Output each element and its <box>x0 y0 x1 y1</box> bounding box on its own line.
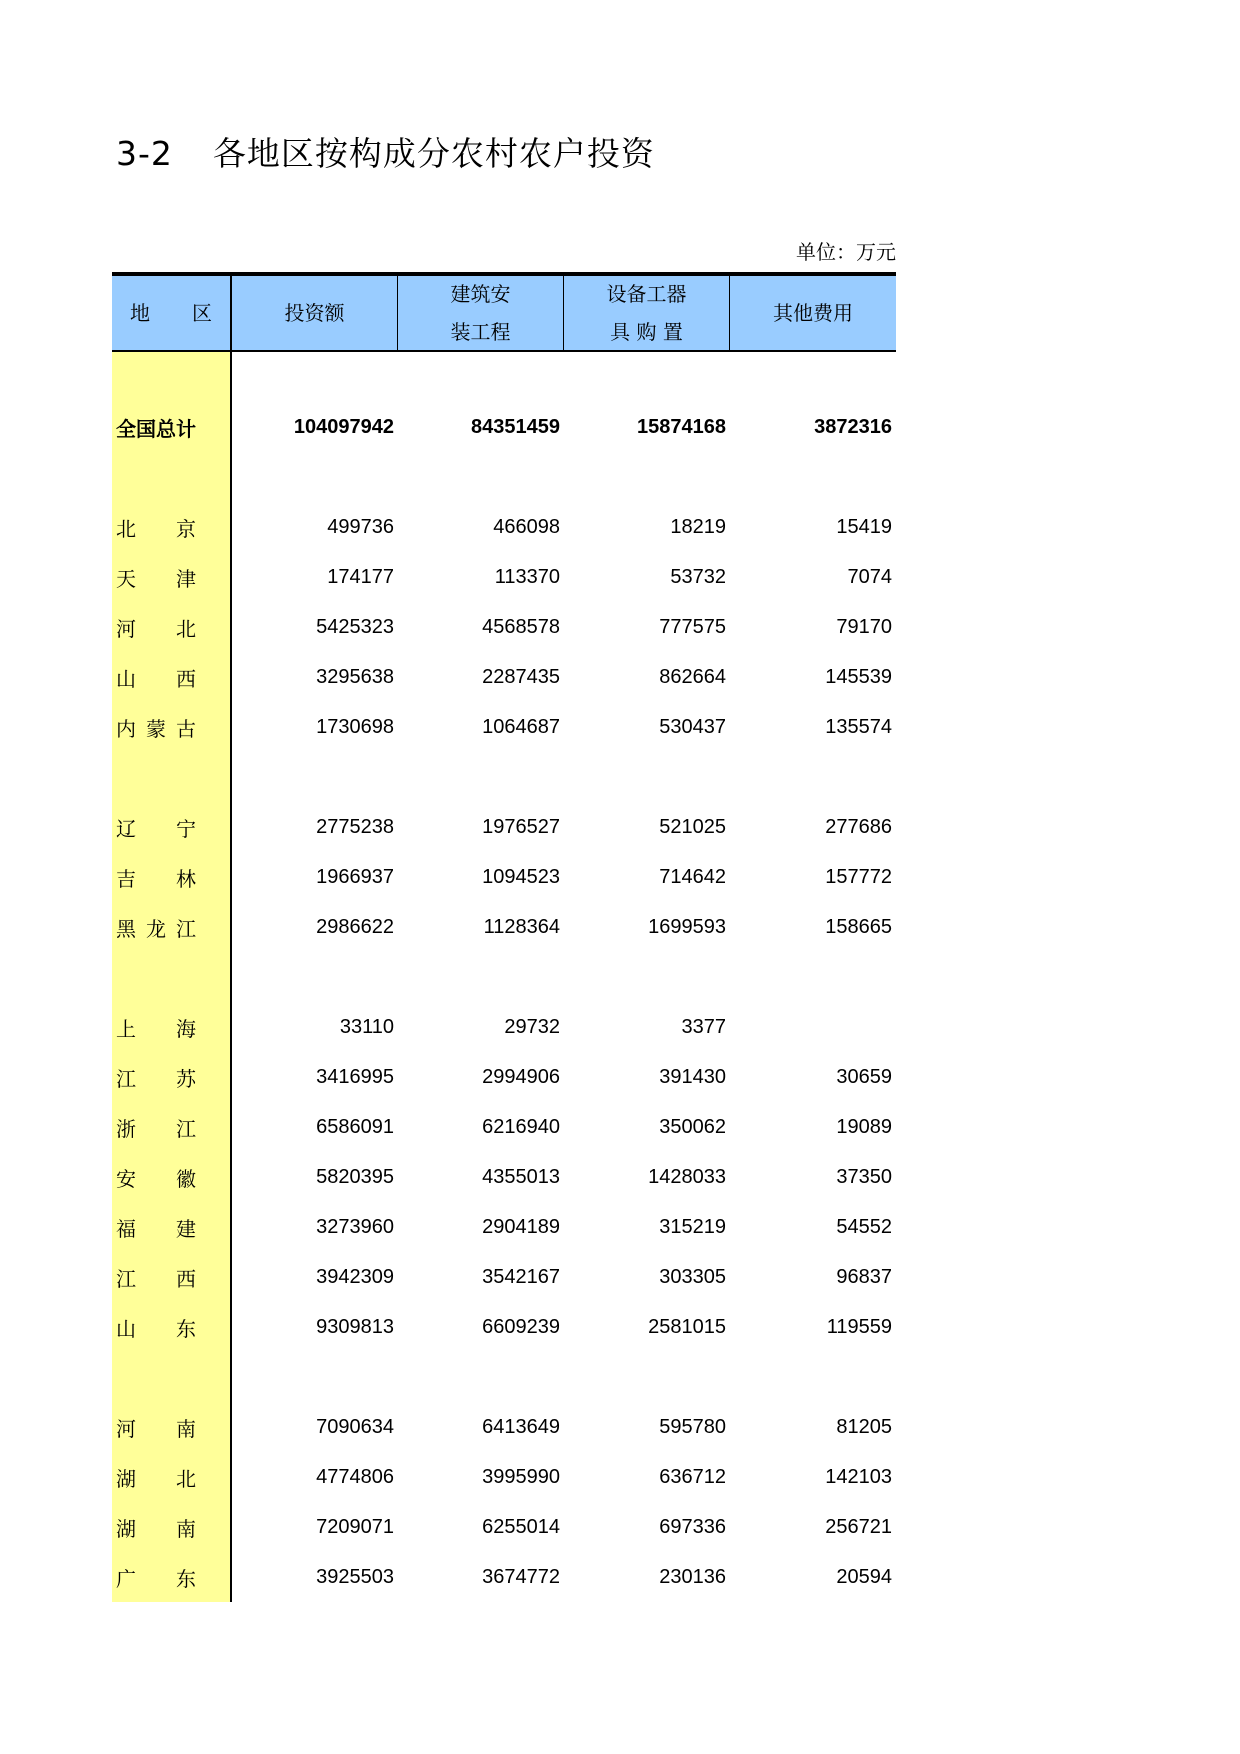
table-body <box>112 352 896 1602</box>
region-cell <box>112 1513 232 1542</box>
investment-cell: 3273960 <box>316 1215 394 1238</box>
construction-cell: 1094523 <box>482 865 560 888</box>
equipment-cell: 15874168 <box>637 415 726 438</box>
region-name <box>116 513 196 542</box>
construction-cell: 84351459 <box>471 415 560 438</box>
region-char: 福 <box>116 1216 136 1241</box>
equipment-cell: 303305 <box>659 1265 726 1288</box>
header-equipment <box>564 276 730 350</box>
region-char: 山 <box>116 1316 136 1341</box>
region-char: 西 <box>176 666 196 691</box>
region-name <box>116 1163 196 1192</box>
region-char: 北 <box>176 616 196 641</box>
region-char: 天 <box>116 566 136 591</box>
spacer-row <box>112 1352 896 1402</box>
region-name <box>116 1263 196 1292</box>
region-cell <box>112 1063 232 1092</box>
region-name <box>116 1563 196 1592</box>
header-region <box>112 276 232 350</box>
region-cell <box>112 863 232 892</box>
table-number: 3-2 <box>116 134 173 173</box>
region-char: 江 <box>176 916 196 941</box>
investment-cell: 499736 <box>327 515 394 538</box>
region-char: 龙 <box>146 916 166 941</box>
other-cell: 7074 <box>847 565 892 588</box>
other-cell: 37350 <box>836 1165 892 1188</box>
table-header <box>112 272 896 352</box>
region-cell <box>112 413 232 442</box>
region-char: 蒙 <box>146 716 166 741</box>
equipment-cell: 18219 <box>670 515 726 538</box>
construction-cell: 2904189 <box>482 1215 560 1238</box>
spacer-row <box>112 752 896 802</box>
other-cell: 158665 <box>825 915 892 938</box>
header-line: 投资额 <box>284 301 345 325</box>
construction-cell: 1128364 <box>483 915 560 938</box>
investment-cell: 1966937 <box>316 865 394 888</box>
header-other <box>730 276 896 350</box>
equipment-cell: 3377 <box>681 1015 726 1038</box>
region-char: 辽 <box>116 816 136 841</box>
region-char: 苏 <box>176 1066 196 1091</box>
construction-cell: 4568578 <box>482 615 560 638</box>
investment-table <box>112 272 896 1602</box>
region-char: 江 <box>116 1266 136 1291</box>
construction-cell: 6216940 <box>482 1115 560 1138</box>
region-char: 江 <box>176 1116 196 1141</box>
region-cell <box>112 513 232 542</box>
table-row <box>112 1552 896 1602</box>
other-cell: 277686 <box>825 815 892 838</box>
spacer-row <box>112 452 896 502</box>
region-char: 河 <box>116 1416 136 1441</box>
construction-cell: 6609239 <box>482 1315 560 1338</box>
unit-label: 单位：万元 <box>796 240 896 264</box>
investment-cell: 5820395 <box>316 1165 394 1188</box>
region-char: 古 <box>176 716 196 741</box>
region-cell <box>112 813 232 842</box>
construction-cell: 4355013 <box>482 1165 560 1188</box>
other-cell: 81205 <box>836 1415 892 1438</box>
construction-cell: 1064687 <box>482 715 560 738</box>
region-name <box>116 913 196 942</box>
region-char: 南 <box>176 1416 196 1441</box>
region-cell <box>112 663 232 692</box>
region-char: 湖 <box>116 1516 136 1541</box>
equipment-cell: 1699593 <box>648 915 726 938</box>
investment-cell: 3416995 <box>316 1065 394 1088</box>
construction-cell: 466098 <box>493 515 560 538</box>
table-row <box>112 1252 896 1302</box>
region-char: 浙 <box>116 1116 136 1141</box>
investment-cell: 104097942 <box>293 415 394 438</box>
construction-cell: 29732 <box>504 1015 560 1038</box>
region-char: 京 <box>176 516 196 541</box>
header-line: 建筑安 <box>450 282 511 306</box>
equipment-cell: 636712 <box>659 1465 726 1488</box>
header-region-char: 区 <box>192 301 212 325</box>
page-title <box>116 128 655 175</box>
total-row <box>112 402 896 452</box>
region-cell <box>112 713 232 742</box>
spacer-row <box>112 352 896 402</box>
table-row <box>112 852 896 902</box>
region-char: 上 <box>116 1016 136 1041</box>
region-char: 广 <box>116 1566 136 1591</box>
region-char: 津 <box>176 566 196 591</box>
investment-cell: 2775238 <box>316 815 394 838</box>
other-cell: 3872316 <box>814 415 892 438</box>
investment-cell: 2986622 <box>316 915 394 938</box>
region-char: 河 <box>116 616 136 641</box>
construction-cell: 113370 <box>494 565 560 588</box>
investment-cell: 3925503 <box>316 1565 394 1588</box>
header-investment <box>232 276 398 350</box>
region-cell <box>112 1563 232 1592</box>
region-name <box>116 1013 196 1042</box>
equipment-cell: 2581015 <box>648 1315 726 1338</box>
equipment-cell: 530437 <box>659 715 726 738</box>
table-title: 各地区按构成分农村农户投资 <box>212 134 655 173</box>
region-name <box>116 1463 196 1492</box>
region-cell <box>112 1013 232 1042</box>
region-cell <box>112 1213 232 1242</box>
header-line: 其他费用 <box>773 301 853 325</box>
region-char: 海 <box>176 1016 196 1041</box>
equipment-cell: 521025 <box>659 815 726 838</box>
investment-cell: 1730698 <box>316 715 394 738</box>
construction-cell: 6255014 <box>482 1515 560 1538</box>
other-cell: 96837 <box>836 1265 892 1288</box>
other-cell: 119559 <box>826 1315 892 1338</box>
investment-cell: 5425323 <box>316 615 394 638</box>
region-name <box>116 613 196 642</box>
equipment-cell: 350062 <box>659 1115 726 1138</box>
other-cell: 20594 <box>836 1565 892 1588</box>
investment-cell: 3295638 <box>316 665 394 688</box>
region-cell <box>112 1413 232 1442</box>
equipment-cell: 777575 <box>659 615 726 638</box>
investment-cell: 4774806 <box>316 1465 394 1488</box>
table-row <box>112 502 896 552</box>
other-cell: 145539 <box>825 665 892 688</box>
region-char: 内 <box>116 716 136 741</box>
header-region-char: 地 <box>130 301 150 325</box>
region-name <box>116 1513 196 1542</box>
investment-cell: 7209071 <box>316 1515 394 1538</box>
region-char: 东 <box>176 1316 196 1341</box>
region-char: 南 <box>176 1516 196 1541</box>
construction-cell: 3995990 <box>482 1465 560 1488</box>
table-row <box>112 602 896 652</box>
table-row <box>112 1202 896 1252</box>
region-name <box>116 863 196 892</box>
header-construction <box>398 276 564 350</box>
region-char: 江 <box>116 1066 136 1091</box>
region-name <box>116 813 196 842</box>
region-char: 北 <box>176 1466 196 1491</box>
region-char: 东 <box>176 1566 196 1591</box>
other-cell: 19089 <box>836 1115 892 1138</box>
region-char: 徽 <box>176 1166 196 1191</box>
region-char: 林 <box>176 866 196 891</box>
equipment-cell: 391430 <box>659 1065 726 1088</box>
region-name <box>116 1413 196 1442</box>
region-char: 湖 <box>116 1466 136 1491</box>
region-char: 安 <box>116 1166 136 1191</box>
investment-cell: 9309813 <box>316 1315 394 1338</box>
region-cell <box>112 613 232 642</box>
header-line: 设备工器 <box>606 282 687 306</box>
table-row <box>112 1102 896 1152</box>
header-line: 具 购 置 <box>610 320 683 344</box>
spacer-row <box>112 952 896 1002</box>
region-name <box>116 1213 196 1242</box>
table-row <box>112 1402 896 1452</box>
table-row <box>112 1052 896 1102</box>
other-cell: 15419 <box>836 515 892 538</box>
region-cell <box>112 1263 232 1292</box>
table-row <box>112 552 896 602</box>
header-line: 装工程 <box>450 320 511 344</box>
other-cell: 157772 <box>825 865 892 888</box>
other-cell: 256721 <box>825 1515 892 1538</box>
region-cell <box>112 1163 232 1192</box>
region-char: 西 <box>176 1266 196 1291</box>
construction-cell: 1976527 <box>482 815 560 838</box>
total-label: 全国总计 <box>116 416 196 441</box>
construction-cell: 6413649 <box>482 1415 560 1438</box>
region-cell <box>112 913 232 942</box>
region-name <box>116 563 196 592</box>
equipment-cell: 595780 <box>659 1415 726 1438</box>
table-row <box>112 1152 896 1202</box>
equipment-cell: 53732 <box>670 565 726 588</box>
table-row <box>112 1002 896 1052</box>
investment-cell: 3942309 <box>316 1265 394 1288</box>
investment-cell: 174177 <box>327 565 394 588</box>
construction-cell: 2287435 <box>482 665 560 688</box>
equipment-cell: 714642 <box>659 865 726 888</box>
table-row <box>112 652 896 702</box>
region-name <box>116 1063 196 1092</box>
region-char: 山 <box>116 666 136 691</box>
equipment-cell: 862664 <box>659 665 726 688</box>
other-cell: 142103 <box>825 1465 892 1488</box>
table-row <box>112 802 896 852</box>
other-cell: 135574 <box>825 715 892 738</box>
region-name <box>116 1313 196 1342</box>
region-cell <box>112 1463 232 1492</box>
region-char: 黑 <box>116 916 136 941</box>
table-row <box>112 1452 896 1502</box>
equipment-cell: 230136 <box>659 1565 726 1588</box>
region-cell <box>112 1113 232 1142</box>
equipment-cell: 697336 <box>659 1515 726 1538</box>
region-name <box>116 1113 196 1142</box>
other-cell: 79170 <box>836 615 892 638</box>
region-cell <box>112 563 232 592</box>
construction-cell: 2994906 <box>482 1065 560 1088</box>
equipment-cell: 315219 <box>659 1215 726 1238</box>
table-row <box>112 1302 896 1352</box>
region-char: 北 <box>116 516 136 541</box>
region-char: 宁 <box>176 816 196 841</box>
region-cell <box>112 1313 232 1342</box>
table-row <box>112 702 896 752</box>
region-char: 吉 <box>116 866 136 891</box>
region-name <box>116 663 196 692</box>
construction-cell: 3542167 <box>482 1265 560 1288</box>
investment-cell: 7090634 <box>316 1415 394 1438</box>
region-char: 建 <box>176 1216 196 1241</box>
table-row <box>112 902 896 952</box>
equipment-cell: 1428033 <box>648 1165 726 1188</box>
table-row <box>112 1502 896 1552</box>
other-cell: 30659 <box>836 1065 892 1088</box>
investment-cell: 6586091 <box>316 1115 394 1138</box>
investment-cell: 33110 <box>339 1015 394 1038</box>
region-name <box>116 713 196 742</box>
other-cell: 54552 <box>836 1215 892 1238</box>
construction-cell: 3674772 <box>482 1565 560 1588</box>
